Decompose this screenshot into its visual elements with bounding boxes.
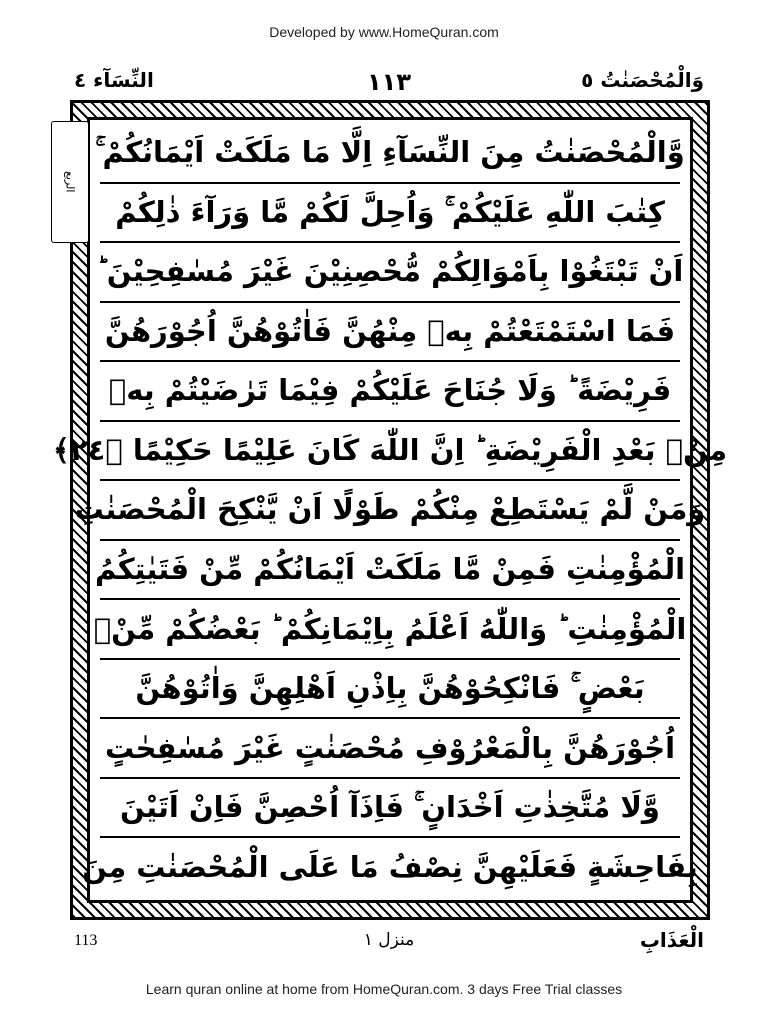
page-number-arabic: ١١٣ [367, 68, 411, 96]
verse-line: مِنْۢ بَعْدِ الْفَرِيْضَةِ ؕ اِنَّ اللّٰهَ كَانَ عَلِيْمًا حَكِيْمًا ﴿٢٤﴾ [100, 422, 680, 482]
page-header [74, 68, 704, 102]
verse-line: فَرِيْضَةً ؕ وَلَا جُنَاحَ عَلَيْكُمْ فِيْمَا تَرٰضَيْتُمْ بِهٖ [100, 362, 680, 422]
site-credit-bottom: Learn quran online at home from HomeQuran.com. 3 days Free Trial classes [145, 981, 623, 997]
page-number: 113 [74, 932, 98, 949]
verse-line: وَّلَا مُتَّخِذٰتِ اَخْدَانٍ ۚ فَاِذَآ اُحْصِنَّ فَاِنْ اَتَيْنَ [100, 779, 680, 839]
verse-line: وَّالْمُحْصَنٰتُ مِنَ النِّسَآءِ اِلَّا مَا مَلَكَتْ اَيْمَانُكُمْ ۚ [100, 124, 680, 184]
ornamental-border [52, 100, 728, 920]
surah-title: النِّسَآء ٤ [74, 68, 154, 92]
site-credit-top: Developed by www.HomeQuran.com [269, 24, 499, 40]
verse-line: فَمَا اسْتَمْتَعْتُمْ بِهٖ مِنْهُنَّ فَاٰتُوْهُنَّ اُجُوْرَهُنَّ [100, 303, 680, 363]
verse-line: اَنْ تَبْتَغُوْا بِاَمْوَالِكُمْ مُّحْصِنِيْنَ غَيْرَ مُسٰفِحِيْنَ ؕ [100, 243, 680, 303]
rub-marker: الربع [51, 121, 89, 243]
verse-line: الْمُؤْمِنٰتِ فَمِنْ مَّا مَلَكَتْ اَيْمَانُكُمْ مِّنْ فَتَيٰتِكُمُ [100, 541, 680, 601]
verse-line: بِفَاحِشَةٍ فَعَلَيْهِنَّ نِصْفُ مَا عَلَى الْمُحْصَنٰتِ مِنَ [82, 849, 698, 884]
verse-line: وَمَنْ لَّمْ يَسْتَطِعْ مِنْكُمْ طَوْلًا اَنْ يَّنْكِحَ الْمُحْصَنٰتِ [100, 481, 680, 541]
verse-line: بَعْضٍ ۚ فَانْكِحُوْهُنَّ بِاِذْنِ اَهْلِهِنَّ وَاٰتُوْهُنَّ [100, 660, 680, 720]
manzil-label: منزل ١ [363, 930, 415, 950]
verse-line: كِتٰبَ اللّٰهِ عَلَيْكُمْ ۚ وَاُحِلَّ لَكُمْ مَّا وَرَآءَ ذٰلِكُمْ [100, 184, 680, 244]
juz-title: وَالْمُحْصَنٰتُ ٥ [581, 68, 704, 92]
verse-line: اُجُوْرَهُنَّ بِالْمَعْرُوْفِ مُحْصَنٰتٍ غَيْرَ مُسٰفِحٰتٍ [100, 719, 680, 779]
page-footer [74, 928, 704, 958]
verse-line: الْمُؤْمِنٰتِ ؕ وَاللّٰهُ اَعْلَمُ بِاِيْمَانِكُمْ ؕ بَعْضُكُمْ مِّنْۢ [100, 600, 680, 660]
catchword: الْعَذَابِ [639, 928, 704, 952]
